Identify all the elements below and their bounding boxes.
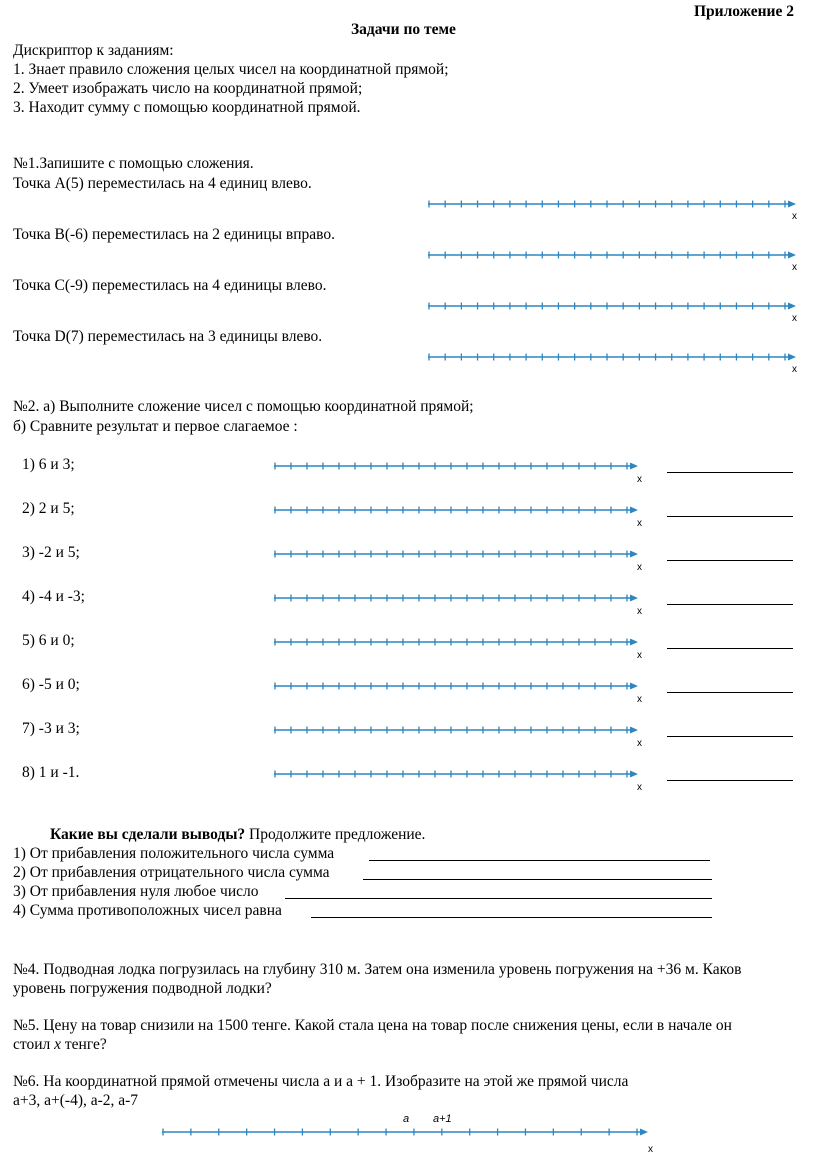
- axis-label: x: [637, 738, 642, 749]
- task2-item: 6) -5 и 0;: [22, 676, 80, 693]
- task2-item: 2) 2 и 5;: [22, 500, 75, 517]
- number-line: [272, 586, 652, 616]
- axis-arrow: [630, 771, 638, 778]
- axis-label: x: [792, 364, 797, 375]
- axis-label: x: [792, 313, 797, 324]
- task1-item: Точка B(-6) переместилась на 2 единицы вправо.: [13, 226, 335, 243]
- task4-text: №4. Подводная лодка погрузилась на глубину 310 м. Затем она изменила уровень погружения на +36 м. Каков: [13, 961, 742, 978]
- axis-arrow: [630, 727, 638, 734]
- axis-label: x: [637, 474, 642, 485]
- conclusion-item: 2) От прибавления отрицательного числа сумма: [13, 864, 330, 881]
- descriptor-heading: Дискриптор к заданиям:: [13, 42, 174, 59]
- task2-item: 1) 6 и 3;: [22, 456, 75, 473]
- axis-arrow: [630, 639, 638, 646]
- answer-blank[interactable]: [667, 516, 793, 517]
- task1-item: Точка C(-9) переместилась на 4 единицы влево.: [13, 277, 327, 294]
- task5-text-part: тенге?: [61, 1036, 107, 1053]
- number-line: [272, 630, 652, 660]
- number-line: [272, 674, 652, 704]
- task5-text: [13, 1036, 107, 1054]
- descriptor-item: 2. Умеет изображать число на координатной прямой;: [13, 80, 363, 97]
- task4-text: уровень погружения подводной лодки?: [13, 980, 272, 997]
- task2-heading-b: б) Сравните результат и первое слагаемое :: [13, 418, 298, 435]
- conclusions-heading: [50, 826, 425, 844]
- answer-blank[interactable]: [285, 898, 712, 899]
- axis-label: x: [792, 211, 797, 222]
- answer-blank[interactable]: [667, 560, 793, 561]
- descriptor-item: 3. Находит сумму с помощью координатной прямой.: [13, 99, 361, 116]
- axis-arrow: [788, 303, 796, 310]
- conclusion-item: 3) От прибавления нуля любое число: [13, 883, 259, 900]
- axis-label: x: [637, 606, 642, 617]
- axis-arrow: [630, 683, 638, 690]
- answer-blank[interactable]: [311, 917, 712, 918]
- axis-label: x: [637, 650, 642, 661]
- task2-heading-a: №2. а) Выполните сложение чисел с помощью координатной прямой;: [13, 398, 474, 415]
- axis-label: x: [637, 562, 642, 573]
- answer-blank[interactable]: [667, 472, 793, 473]
- task2-item: 8) 1 и -1.: [22, 764, 80, 781]
- task5-text: №5. Цену на товар снизили на 1500 тенге. Какой стала цена на товар после снижения цены, если в начале он: [13, 1017, 732, 1034]
- axis-label: x: [792, 262, 797, 273]
- answer-blank[interactable]: [667, 736, 793, 737]
- answer-blank[interactable]: [369, 860, 710, 861]
- task1-heading: №1.Запишите с помощью сложения.: [13, 155, 254, 172]
- axis-label: x: [648, 1144, 653, 1155]
- axis-arrow: [788, 354, 796, 361]
- number-line: [272, 498, 652, 528]
- axis-arrow: [630, 551, 638, 558]
- conclusion-item: 4) Сумма противоположных чисел равна: [13, 902, 282, 919]
- axis-arrow: [630, 507, 638, 514]
- answer-blank[interactable]: [667, 604, 793, 605]
- descriptor-item: 1. Знает правило сложения целых чисел на координатной прямой;: [13, 61, 449, 78]
- task2-item: 4) -4 и -3;: [22, 588, 85, 605]
- conclusions-instruction: Продолжите предложение.: [245, 826, 426, 843]
- number-line: [426, 345, 806, 375]
- axis-arrow: [640, 1129, 648, 1136]
- task2-item: 3) -2 и 5;: [22, 544, 80, 561]
- answer-blank[interactable]: [667, 692, 793, 693]
- task6-text: №6. На координатной прямой отмечены числа а и а + 1. Изобразите на этой же прямой числа: [13, 1073, 629, 1090]
- task2-item: 5) 6 и 0;: [22, 632, 75, 649]
- number-line: [272, 762, 652, 792]
- task1-item: Точка D(7) переместилась на 3 единицы влево.: [13, 328, 323, 345]
- axis-label: x: [637, 518, 642, 529]
- answer-blank[interactable]: [363, 879, 712, 880]
- task5-variable: x: [54, 1036, 61, 1053]
- appendix-label: Приложение 2: [694, 3, 794, 20]
- task2-item: 7) -3 и 3;: [22, 720, 80, 737]
- task6-text: a+3, a+(-4), a-2, a-7: [13, 1092, 139, 1109]
- axis-arrow: [630, 463, 638, 470]
- page-title: Задачи по теме: [351, 21, 456, 38]
- answer-blank[interactable]: [667, 780, 793, 781]
- point-a-label: a: [403, 1113, 410, 1125]
- axis-arrow: [788, 252, 796, 259]
- axis-label: x: [637, 694, 642, 705]
- point-a-plus-1-label: a+1: [433, 1113, 452, 1125]
- conclusion-item: 1) От прибавления положительного числа сумма: [13, 845, 335, 862]
- axis-label: x: [637, 782, 642, 793]
- number-line: [272, 718, 652, 748]
- number-line: [426, 294, 806, 324]
- number-line: [272, 542, 652, 572]
- conclusions-question: Какие вы сделали выводы?: [50, 826, 246, 843]
- number-line: [160, 1110, 680, 1158]
- number-line: [426, 192, 806, 222]
- task5-text-part: стоил: [13, 1036, 55, 1053]
- number-line: [426, 243, 806, 273]
- answer-blank[interactable]: [667, 648, 793, 649]
- axis-arrow: [630, 595, 638, 602]
- axis-arrow: [788, 201, 796, 208]
- task1-item: Точка A(5) переместилась на 4 единиц влево.: [13, 175, 312, 192]
- number-line: [272, 454, 652, 484]
